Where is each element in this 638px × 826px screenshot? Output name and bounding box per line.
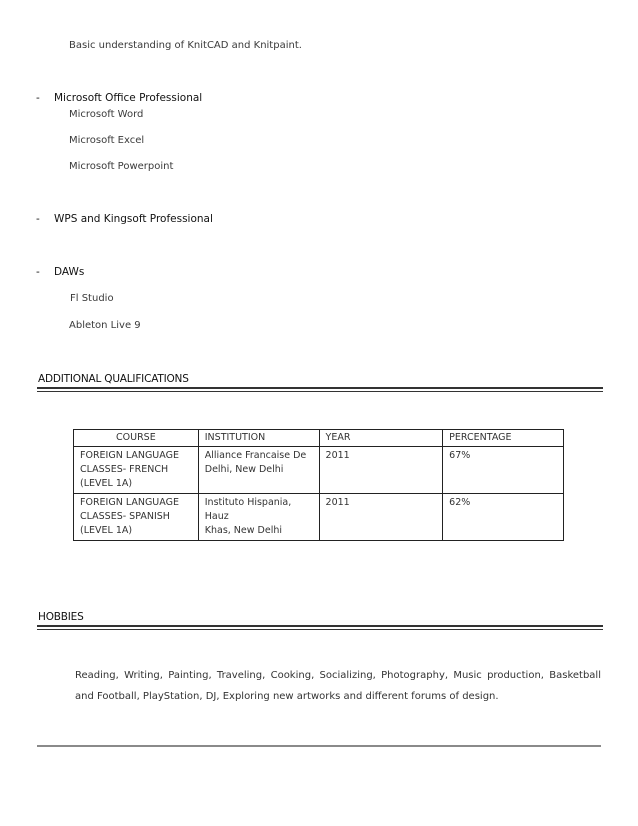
hobbies-text: Reading, Writing, Painting, Traveling, Cooking, Socializing, Photography, Music production, Basketball and Football, PlayStation, DJ, Exploring new artworks and different forums of design. <box>75 670 601 702</box>
bullet-dash: - <box>36 266 40 278</box>
bottom-divider <box>37 745 601 747</box>
cell-course <box>74 494 199 541</box>
cell-year: 2011 <box>319 447 443 494</box>
cell-course <box>74 447 199 494</box>
qualifications-table <box>73 429 564 541</box>
software-item-excel: Microsoft Excel <box>69 135 145 146</box>
cell-line: (LEVEL 1A) <box>80 525 133 536</box>
software-item-ableton: Ableton Live 9 <box>69 320 141 331</box>
cell-line: Delhi, New Delhi <box>204 464 284 475</box>
cell-institution <box>198 447 319 494</box>
section-rule <box>37 387 603 389</box>
software-group-title: Microsoft Office Professional <box>54 92 203 104</box>
software-group-ms-office <box>36 92 202 104</box>
cell-line: CLASSES- SPANISH <box>80 511 170 522</box>
column-header-institution: INSTITUTION <box>198 430 319 447</box>
cell-percentage: 62% <box>443 494 564 541</box>
cell-percentage: 67% <box>443 447 564 494</box>
software-item-fl-studio: Fl Studio <box>70 293 114 304</box>
section-title-hobbies: HOBBIES <box>38 611 84 623</box>
cell-institution <box>198 494 319 541</box>
cell-line: Alliance Francaise De <box>204 450 307 461</box>
software-group-wps <box>36 213 213 225</box>
software-item-word: Microsoft Word <box>69 109 144 120</box>
knitcad-skill-line: Basic understanding of KnitCAD and Knitpaint. <box>69 40 302 51</box>
software-group-title: WPS and Kingsoft Professional <box>54 213 213 225</box>
table-row <box>74 447 564 494</box>
section-rule <box>37 629 603 630</box>
cell-line: Instituto Hispania, Hauz <box>204 497 292 522</box>
section-rule <box>37 391 603 392</box>
column-header-course: COURSE <box>74 430 199 447</box>
cell-line: CLASSES- FRENCH <box>80 464 169 475</box>
software-group-daws <box>36 266 84 278</box>
section-rule <box>37 625 603 627</box>
cell-line: Khas, New Delhi <box>204 525 283 536</box>
bullet-dash: - <box>36 213 40 225</box>
column-header-percentage: PERCENTAGE <box>443 430 564 447</box>
cell-year: 2011 <box>319 494 443 541</box>
cell-line: FOREIGN LANGUAGE <box>80 450 179 461</box>
table-row <box>74 494 564 541</box>
cell-line: FOREIGN LANGUAGE <box>80 497 179 508</box>
software-item-powerpoint: Microsoft Powerpoint <box>69 161 174 172</box>
table-header-row <box>74 430 564 447</box>
column-header-year: YEAR <box>319 430 443 447</box>
software-group-title: DAWs <box>54 266 85 278</box>
bullet-dash: - <box>36 92 40 104</box>
section-title-additional-qualifications: ADDITIONAL QUALIFICATIONS <box>38 373 189 385</box>
cell-line: (LEVEL 1A) <box>80 478 133 489</box>
